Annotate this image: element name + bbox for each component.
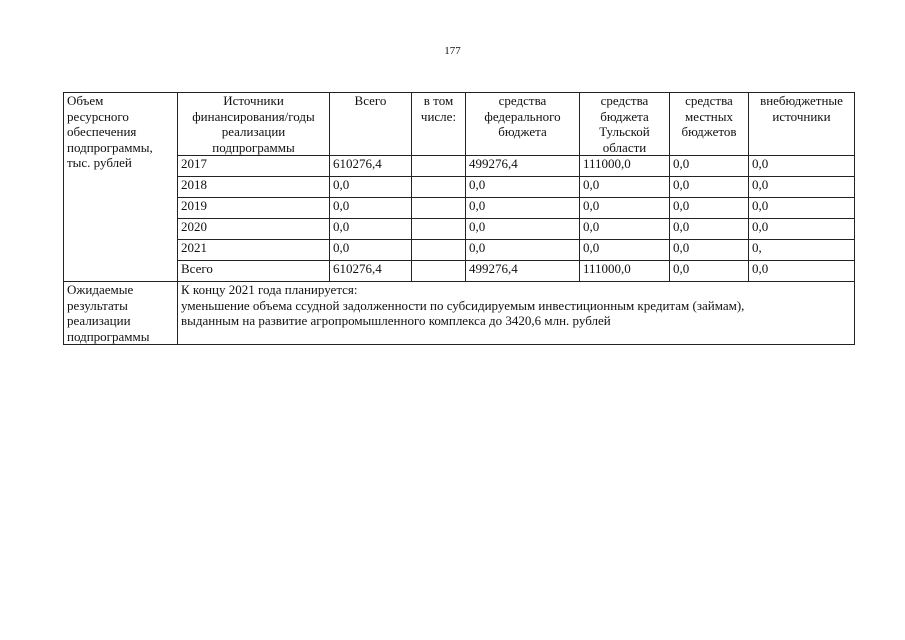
label-line: результаты: [67, 297, 128, 313]
extra-cell: 0,0: [749, 156, 855, 177]
year-cell: Всего: [178, 261, 330, 282]
results-row: [64, 282, 855, 345]
label-line: тыс. рублей: [67, 155, 132, 170]
label-line: Ожидаемые: [67, 282, 134, 297]
header-line: Всего: [354, 93, 387, 108]
header-line: подпрограммы: [212, 139, 295, 155]
including-cell: [412, 156, 466, 177]
header-line: реализации: [221, 124, 286, 139]
resource-label-cell: [64, 93, 178, 282]
local-cell: 0,0: [670, 219, 749, 240]
year-cell: 2021: [178, 240, 330, 261]
header-line: источники: [772, 108, 831, 124]
label-line: подпрограммы: [67, 328, 150, 344]
local-cell: 0,0: [670, 261, 749, 282]
tula-cell: 111000,0: [580, 261, 670, 282]
including-cell: [412, 198, 466, 219]
header-line: местных: [685, 108, 733, 124]
header-line: Тульской: [599, 124, 650, 139]
extra-cell: 0,0: [749, 261, 855, 282]
header-line: средства: [685, 93, 733, 108]
federal-cell: 499276,4: [466, 261, 580, 282]
table-row-total: [64, 261, 855, 282]
including-cell: [412, 261, 466, 282]
header-federal: [466, 93, 580, 156]
results-line: уменьшение объема ссудной задолженности по субсидируемым инвестиционным кредитам (займам),: [181, 297, 745, 313]
tula-cell: 0,0: [580, 219, 670, 240]
federal-cell: 499276,4: [466, 156, 580, 177]
year-cell: 2017: [178, 156, 330, 177]
results-line: К концу 2021 года планируется:: [181, 282, 358, 297]
total-cell: 0,0: [330, 219, 412, 240]
header-sources: [178, 93, 330, 156]
header-line: средства: [498, 93, 547, 108]
federal-cell: 0,0: [466, 240, 580, 261]
including-cell: [412, 240, 466, 261]
label-line: подпрограммы,: [67, 139, 153, 155]
header-line: бюджета: [498, 124, 547, 139]
including-cell: [412, 219, 466, 240]
results-line: выданным на развитие агропромышленного комплекса до 3420,6 млн. рублей: [181, 313, 611, 328]
total-cell: 0,0: [330, 240, 412, 261]
extra-cell: 0,: [749, 240, 855, 261]
extra-cell: 0,0: [749, 219, 855, 240]
label-line: Объем: [67, 93, 104, 108]
year-cell: 2018: [178, 177, 330, 198]
extra-cell: 0,0: [749, 198, 855, 219]
local-cell: 0,0: [670, 177, 749, 198]
header-local: [670, 93, 749, 156]
header-line: в том: [423, 93, 454, 108]
results-label-cell: [64, 282, 178, 345]
local-cell: 0,0: [670, 198, 749, 219]
label-line: ресурсного: [67, 108, 129, 124]
results-text-cell: [178, 282, 855, 345]
extra-cell: 0,0: [749, 177, 855, 198]
header-line: бюджетов: [681, 124, 737, 139]
local-cell: 0,0: [670, 156, 749, 177]
federal-cell: 0,0: [466, 219, 580, 240]
total-cell: 610276,4: [330, 156, 412, 177]
total-cell: 0,0: [330, 177, 412, 198]
header-line: бюджета: [600, 108, 649, 124]
header-line: области: [602, 139, 647, 155]
total-cell: 0,0: [330, 198, 412, 219]
table-row: [64, 198, 855, 219]
including-cell: [412, 177, 466, 198]
table-row: [64, 177, 855, 198]
header-line: внебюджетные: [760, 93, 843, 108]
header-line: средства: [600, 93, 649, 108]
year-cell: 2019: [178, 198, 330, 219]
header-line: федерального: [484, 108, 561, 124]
tula-cell: 0,0: [580, 198, 670, 219]
label-line: обеспечения: [67, 124, 137, 139]
header-line: Источники: [223, 93, 284, 108]
federal-cell: 0,0: [466, 198, 580, 219]
table-header-row: [64, 93, 855, 156]
tula-cell: 111000,0: [580, 156, 670, 177]
subprogram-passport-table: [63, 92, 855, 345]
tula-cell: 0,0: [580, 240, 670, 261]
page-number: 177: [444, 45, 461, 57]
header-line: числе:: [420, 108, 457, 124]
tula-cell: 0,0: [580, 177, 670, 198]
federal-cell: 0,0: [466, 177, 580, 198]
table-row: [64, 156, 855, 177]
total-cell: 610276,4: [330, 261, 412, 282]
header-total: [330, 93, 412, 156]
header-extra: [749, 93, 855, 156]
header-including: [412, 93, 466, 156]
local-cell: 0,0: [670, 240, 749, 261]
table-row: [64, 219, 855, 240]
table-row: [64, 240, 855, 261]
header-line: финансирования/годы: [192, 108, 315, 124]
label-line: реализации: [67, 313, 131, 328]
year-cell: 2020: [178, 219, 330, 240]
header-tula: [580, 93, 670, 156]
